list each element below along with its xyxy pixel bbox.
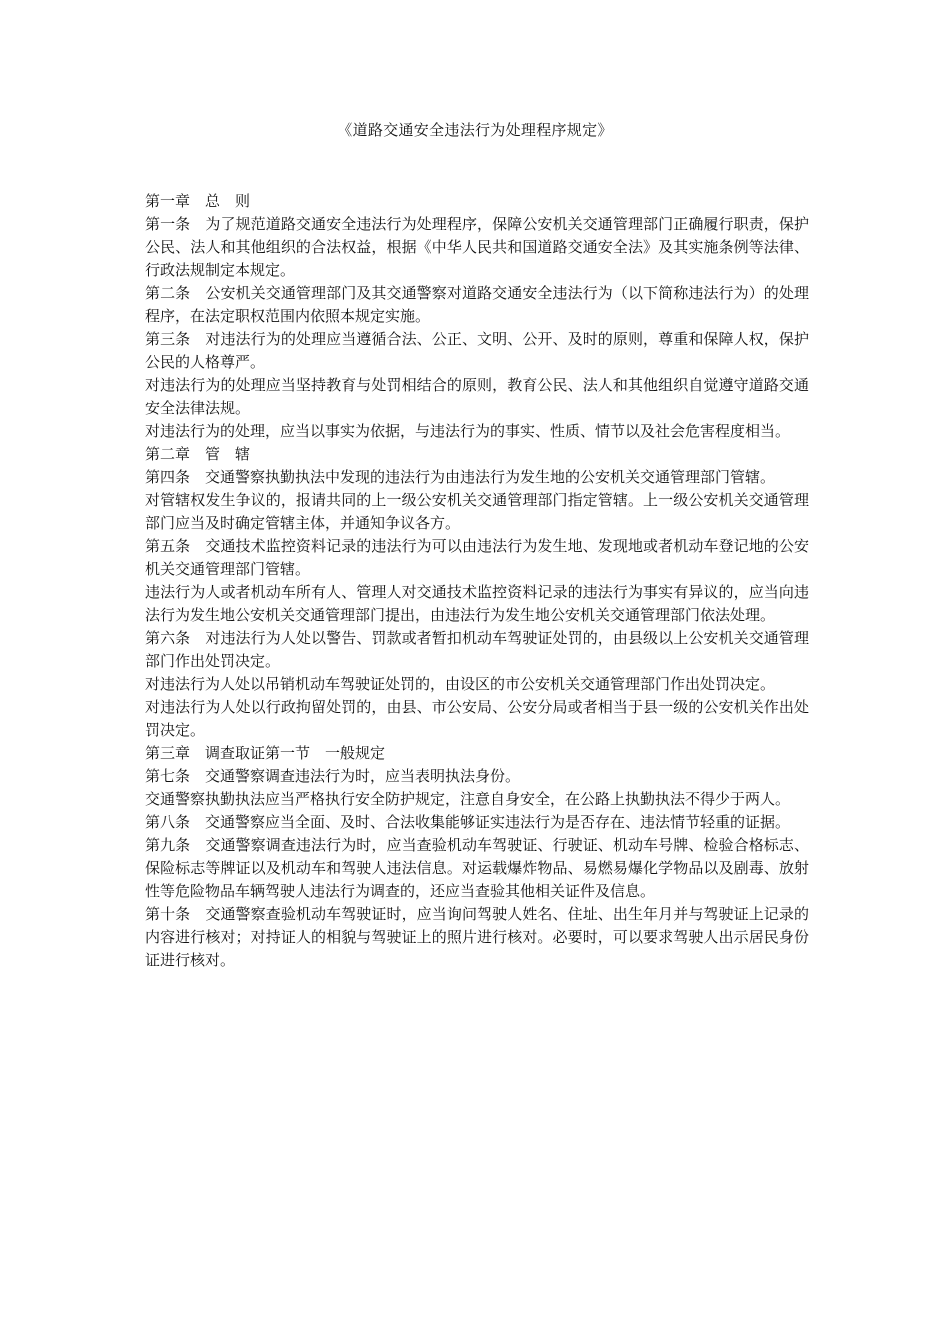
chapter-heading: 第一章 总 则	[145, 192, 251, 210]
article-paragraph: 第八条 交通警察应当全面、及时、合法收集能够证实违法行为是否存在、违法情节轻重的证据。	[145, 813, 791, 831]
article-paragraph: 第二条 公安机关交通管理部门及其交通警察对道路交通安全违法行为（以下简称违法行为）的处理程序，在法定职权范围内依照本规定实施。	[145, 284, 809, 325]
article-paragraph: 第七条 交通警察调查违法行为时，应当表明执法身份。	[145, 767, 521, 785]
chapter-heading: 第三章 调查取证第一节 一般规定	[145, 744, 386, 762]
article-paragraph: 第三条 对违法行为的处理应当遵循合法、公正、文明、公开、及时的原则，尊重和保障人权，保护公民的人格尊严。	[145, 330, 809, 371]
article-paragraph: 第六条 对违法行为人处以警告、罚款或者暂扣机动车驾驶证处罚的，由县级以上公安机关交通管理部门作出处罚决定。	[145, 629, 809, 670]
document-title: 《道路交通安全违法行为处理程序规定》	[337, 121, 613, 139]
article-paragraph: 第十条 交通警察查验机动车驾驶证时，应当询问驾驶人姓名、住址、出生年月并与驾驶证上记录的内容进行核对；对持证人的相貌与驾驶证上的照片进行核对。必要时，可以要求驾驶人出示居民身份证进行核对。	[145, 905, 809, 969]
article-paragraph: 对违法行为的处理，应当以事实为依据，与违法行为的事实、性质、情节以及社会危害程度相当。	[145, 422, 791, 440]
article-paragraph: 对违法行为人处以吊销机动车驾驶证处罚的，由设区的市公安机关交通管理部门作出处罚决定。	[145, 675, 776, 693]
article-paragraph: 第九条 交通警察调查违法行为时，应当查验机动车驾驶证、行驶证、机动车号牌、检验合格标志、保险标志等牌证以及机动车和驾驶人违法信息。对运载爆炸物品、易燃易爆化学物品以及剧毒、放射性等危险物品车辆驾驶人违法行为调查的，还应当查验其他相关证件及信息。	[145, 836, 809, 900]
article-paragraph: 第五条 交通技术监控资料记录的违法行为可以由违法行为发生地、发现地或者机动车登记地的公安机关交通管理部门管辖。	[145, 537, 809, 578]
article-paragraph: 第四条 交通警察执勤执法中发现的违法行为由违法行为发生地的公安机关交通管理部门管辖。	[145, 468, 776, 486]
chapter-heading: 第二章 管 辖	[145, 445, 251, 463]
article-paragraph: 对违法行为的处理应当坚持教育与处罚相结合的原则，教育公民、法人和其他组织自觉遵守道路交通安全法律法规。	[145, 376, 809, 417]
article-paragraph: 第一条 为了规范道路交通安全违法行为处理程序，保障公安机关交通管理部门正确履行职责，保护公民、法人和其他组织的合法权益，根据《中华人民共和国道路交通安全法》及其实施条例等法律、行政法规制定本规定。	[145, 215, 809, 279]
document-body	[145, 190, 809, 972]
article-paragraph: 对管辖权发生争议的，报请共同的上一级公安机关交通管理部门指定管辖。上一级公安机关交通管理部门应当及时确定管辖主体，并通知争议各方。	[145, 491, 809, 532]
article-paragraph: 交通警察执勤执法应当严格执行安全防护规定，注意自身安全，在公路上执勤执法不得少于两人。	[145, 790, 791, 808]
article-paragraph: 对违法行为人处以行政拘留处罚的，由县、市公安局、公安分局或者相当于县一级的公安机关作出处罚决定。	[145, 698, 809, 739]
article-paragraph: 违法行为人或者机动车所有人、管理人对交通技术监控资料记录的违法行为事实有异议的，应当向违法行为发生地公安机关交通管理部门提出，由违法行为发生地公安机关交通管理部门依法处理。	[145, 583, 809, 624]
